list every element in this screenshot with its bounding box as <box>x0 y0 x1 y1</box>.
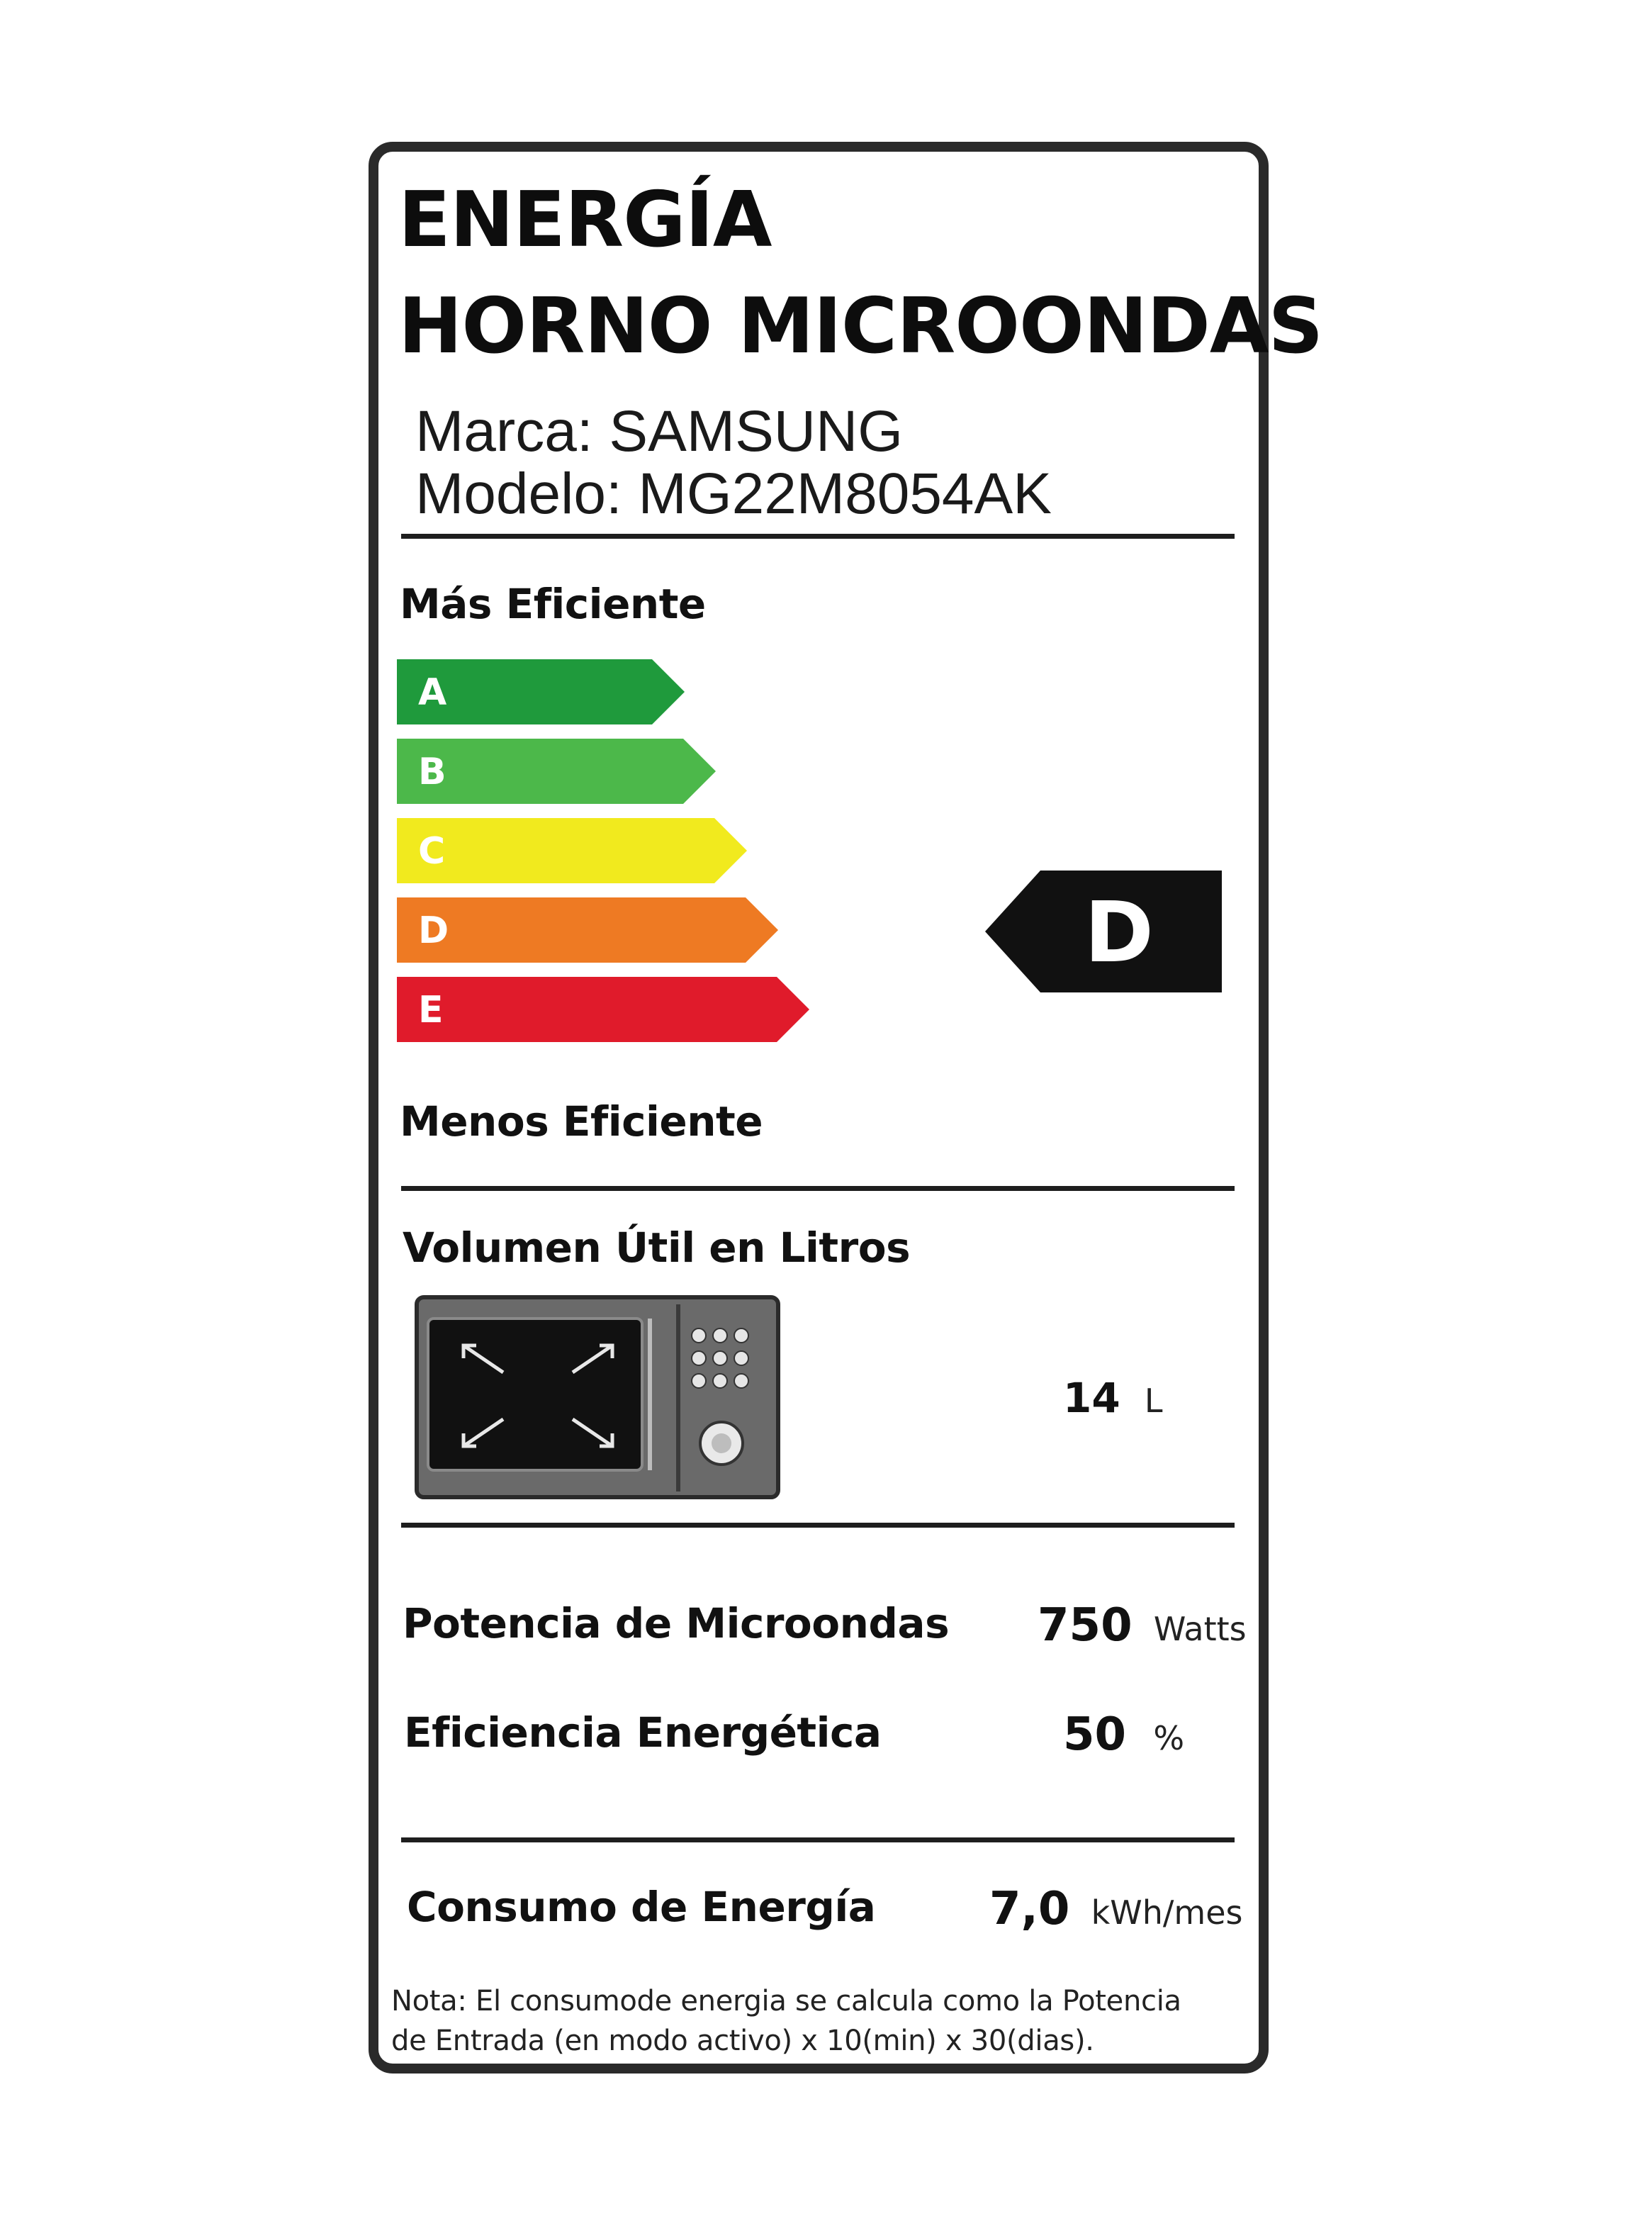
rating-letter: D <box>1084 883 1154 981</box>
volume-value-row <box>1063 1374 1163 1422</box>
power-label: Potencia de Microondas <box>403 1599 950 1647</box>
divider <box>401 534 1235 539</box>
power-value: 750 <box>1038 1599 1133 1652</box>
energy-efficiency-label: Eficiencia Energética <box>404 1708 882 1757</box>
label-subtitle: HORNO MICROONDAS <box>398 282 1323 371</box>
consumption-value-row <box>989 1883 1243 1935</box>
volume-label: Volumen Útil en Litros <box>403 1224 911 1272</box>
efficiency-bar-letter: D <box>418 910 449 952</box>
energy-efficiency-unit: % <box>1153 1719 1185 1757</box>
note-line-1: Nota: El consumode energia se calcula como la Potencia <box>391 1985 1181 2017</box>
efficiency-bar-letter: B <box>418 751 446 793</box>
efficiency-bar-e <box>397 977 809 1042</box>
label-title: ENERGÍA <box>398 176 772 264</box>
power-value-row <box>1038 1599 1247 1652</box>
efficiency-bar-letter: C <box>418 830 446 873</box>
model-line: Modelo: MG22M8054AK <box>415 461 1052 526</box>
volume-value: 14 <box>1063 1374 1120 1422</box>
energy-efficiency-value-row <box>1063 1708 1184 1761</box>
power-unit: Watts <box>1153 1610 1247 1648</box>
efficiency-bar-c <box>397 818 747 883</box>
divider <box>401 1186 1235 1191</box>
efficiency-scale <box>397 659 822 1056</box>
consumption-value: 7,0 <box>989 1883 1070 1935</box>
efficiency-bar-d <box>397 897 778 963</box>
consumption-label: Consumo de Energía <box>407 1883 876 1931</box>
brand-line: Marca: SAMSUNG <box>415 399 903 464</box>
efficiency-bar-letter: E <box>418 989 444 1031</box>
divider <box>401 1837 1235 1842</box>
energy-efficiency-value: 50 <box>1063 1708 1127 1761</box>
efficiency-bar-letter: A <box>418 671 447 714</box>
more-efficient-label: Más Eficiente <box>400 580 706 628</box>
less-efficient-label: Menos Eficiente <box>400 1097 763 1146</box>
note-line-2: de Entrada (en modo activo) x 10(min) x 30(dias). <box>391 2025 1094 2057</box>
divider <box>401 1523 1235 1528</box>
microwave-icon <box>414 1294 785 1507</box>
consumption-unit: kWh/mes <box>1091 1893 1243 1932</box>
volume-unit: L <box>1144 1382 1163 1420</box>
rating-indicator <box>985 871 1226 998</box>
